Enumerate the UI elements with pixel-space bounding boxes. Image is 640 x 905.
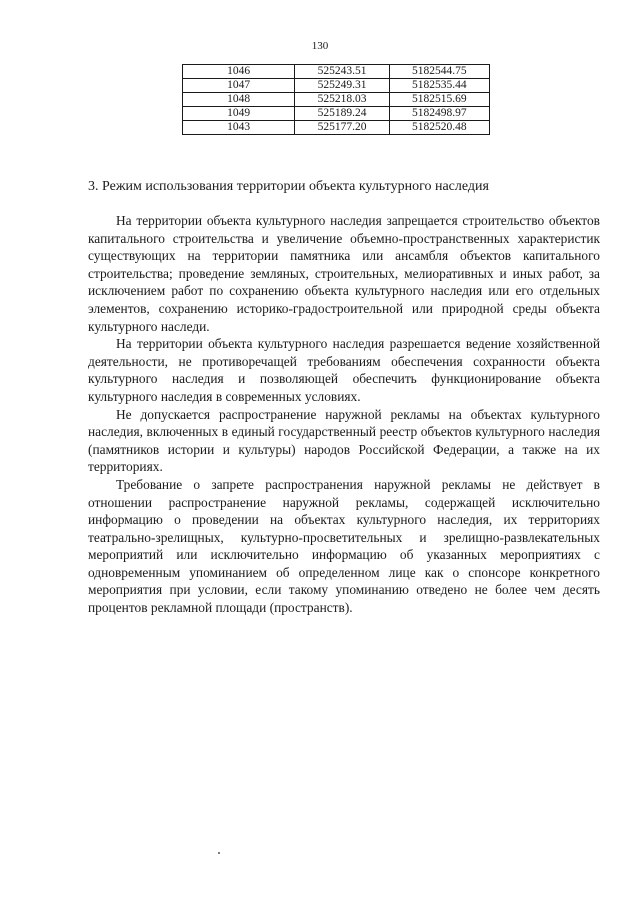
table-cell-x: 525243.51 xyxy=(295,65,389,79)
table-cell-point: 1047 xyxy=(183,79,295,93)
page-number: 130 xyxy=(311,40,329,52)
table-cell-x: 525218.03 xyxy=(295,93,389,107)
table-cell-y: 5182498.97 xyxy=(389,107,489,121)
table-cell-y: 5182515.69 xyxy=(389,93,489,107)
paragraph: На территории объекта культурного наследия запрещается строительство объектов капитального строительства и увеличение объемно-пространственных характеристик существующих на территории памятника или ансамбля объектов капитального строительства; проведение земляных, строительных, мелиоративных и иных работ, за исключением работ по сохранению объекта культурного наследия или его отдельных элементов, сохранению историко-градостроительной или природной среды объекта культурного наследи. xyxy=(88,213,600,334)
table-row xyxy=(183,121,490,135)
table-cell-point: 1048 xyxy=(183,93,295,107)
table-row xyxy=(183,93,490,107)
table-cell-x: 525177.20 xyxy=(295,121,389,135)
table-cell-y: 5182535.44 xyxy=(389,79,489,93)
section-heading: 3. Режим использования территории объекта культурного наследия xyxy=(88,179,489,194)
table-row xyxy=(183,65,490,79)
table-row xyxy=(183,79,490,93)
paragraph: Требование о запрете распространения наружной рекламы не действует в отношении распространение наружной рекламы, содержащей исключительно информацию о проведении на объектах культурного наследия, их территориях театрально-зрелищных, культурно-просветительных и зрелищно-развлекательных мероприятий или исключительно информацию об указанных мероприятиях с одновременным упоминанием об определенном лице как о спонсоре конкретного мероприятия при условии, если такому упоминанию отведено не более чем десять процентов рекламной площади (пространств). xyxy=(88,476,600,616)
table-cell-y: 5182520.48 xyxy=(389,121,489,135)
scan-speck xyxy=(218,852,220,854)
table-cell-point: 1049 xyxy=(183,107,295,121)
paragraph: Не допускается распространение наружной рекламы на объектах культурного наследия, включенных в единый государственный реестр объектов культурного наследия (памятников истории и культуры) народов Российской Федерации, а также на их территориях. xyxy=(88,406,600,475)
table-cell-point: 1046 xyxy=(183,65,295,79)
coordinates-table xyxy=(182,64,490,135)
paragraph: На территории объекта культурного наследия разрешается ведение хозяйственной деятельности, не противоречащей требованиям обеспечения сохранности объекта культурного наследия и позволяющей обеспечить функционирование объекта культурного наследия в современных условиях. xyxy=(88,336,600,404)
section-body xyxy=(88,212,600,617)
table-cell-x: 525249.31 xyxy=(295,79,389,93)
table-cell-point: 1043 xyxy=(183,121,295,135)
table-cell-y: 5182544.75 xyxy=(389,65,489,79)
table-row xyxy=(183,107,490,121)
table-cell-x: 525189.24 xyxy=(295,107,389,121)
